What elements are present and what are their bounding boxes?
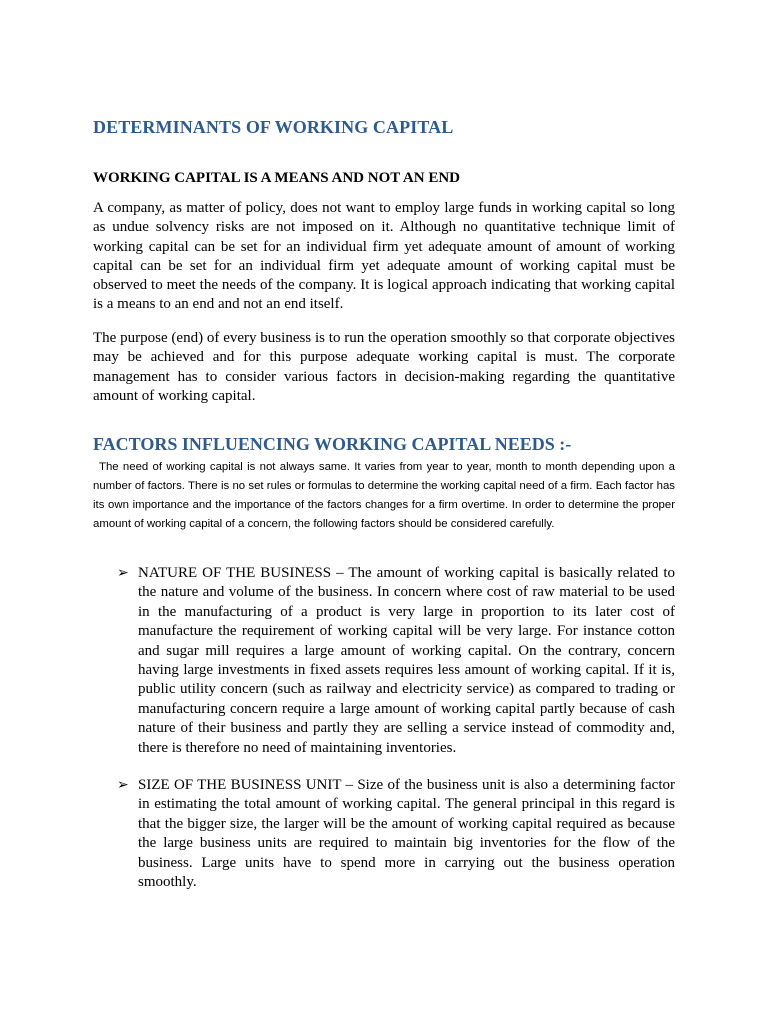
factors-intro-text: The need of working capital is not always same. It varies from year to year, month to month depending upon a number of factors. There is no set rules or formulas to determine the working capital need of a firm. Each factor has its own importance and the importance of the factors changes for a firm overtime. In order to determine the proper amount of working capital of a concern, the following factors should be considered carefully. [93,461,675,531]
factor-item-size-of-business [117,776,675,892]
paragraph-policy: A company, as matter of policy, does not want to employ large funds in working capital so long as undue solvency risks are not imposed on it. Although no quantitative technique limit of working capital can be set for an individual firm yet adequate amount of amount of working capital can be set for an individual firm yet adequate amount of working capital must be observed to meet the needs of the company. It is logical approach indicating that working capital is a means to an end and not an end itself. [93,200,675,313]
factors-heading: FACTORS INFLUENCING WORKING CAPITAL NEEDS :- [93,434,572,454]
factor-text: NATURE OF THE BUSINESS – The amount of working capital is basically related to the nature and volume of the business. In concern where cost of raw material to be used in the manufacturing of a product is very large in proportion to its later cost of manufacture the requirement of working capital will be very large. For instance cotton and sugar mill requires a large amount of working capital. On the contrary, concern having large investments in fixed assets requires less amount of working capital. If it is, public utility concern (such as railway and electricity service) as compared to trading or manufacturing concern require a large amount of working capital partly because of cash nature of their business and partly they are selling a service instead of commodity and, there is therefore no need of maintaining inventories. [138,565,675,756]
factor-text: SIZE OF THE BUSINESS UNIT – Size of the business unit is also a determining factor in estimating the total amount of working capital. The general principal in this regard is that the bigger size, the larger will be the amount of working capital required as because the large business units are required to maintain big inventories for the flow of the business. Large units have to spend more in carrying out the business operation smoothly. [138,777,675,891]
arrow-bullet-icon: ➢ [117,778,129,793]
paragraph-purpose: The purpose (end) of every business is to run the operation smoothly so that corporate objectives may be achieved and for this purpose adequate working capital is must. The corporate management has to consider various factors in decision-making regarding the quantitative amount of working capital. [93,330,675,404]
factors-intro [93,458,675,534]
section-subtitle: WORKING CAPITAL IS A MEANS AND NOT AN END [93,170,461,186]
factor-item-nature-of-business [117,564,675,758]
arrow-bullet-icon: ➢ [117,566,129,581]
page-title: DETERMINANTS OF WORKING CAPITAL [93,117,454,137]
